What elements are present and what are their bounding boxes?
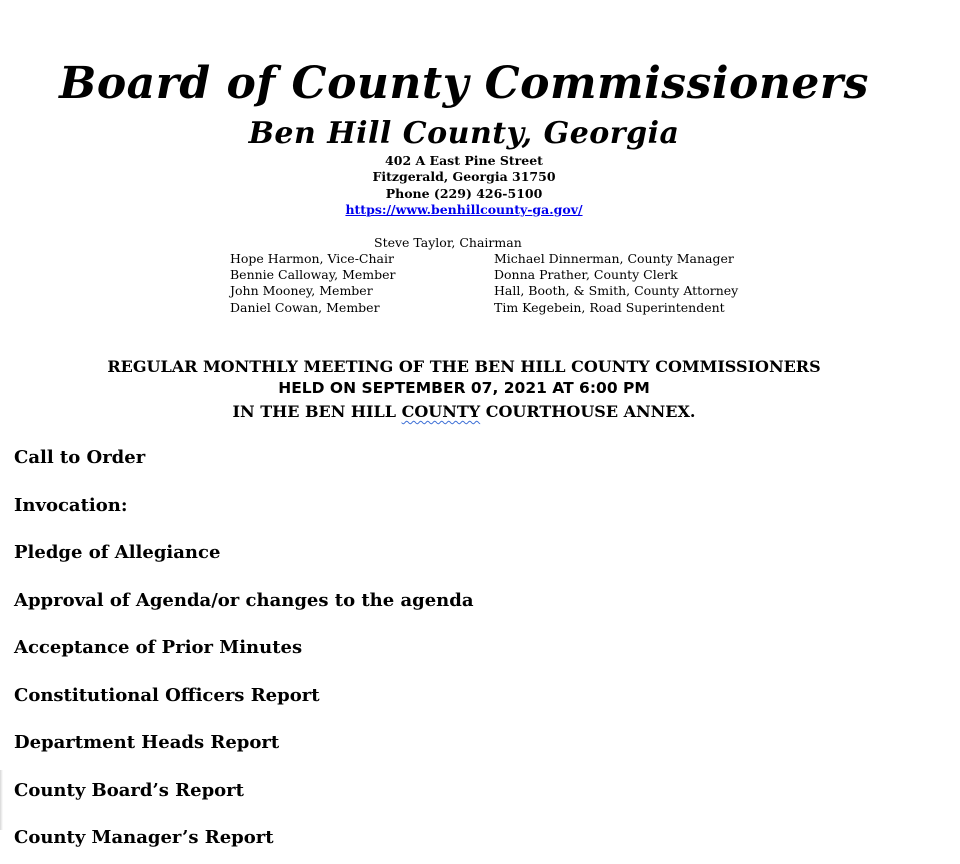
- page-edge-shadow: [0, 770, 3, 830]
- commissioner-member-2: John Mooney, Member: [230, 283, 373, 298]
- agenda-item-pledge: Pledge of Allegiance: [14, 542, 221, 563]
- staff-county-clerk: Donna Prather, County Clerk: [494, 267, 678, 282]
- website-link-row: [0, 202, 928, 217]
- chairman-name: Steve Taylor, Chairman: [374, 235, 522, 250]
- agenda-item-prior-minutes: Acceptance of Prior Minutes: [14, 637, 303, 658]
- meeting-heading-line-2: HELD ON SEPTEMBER 07, 2021 AT 6:00 PM: [278, 379, 650, 397]
- meeting-heading-line-1: REGULAR MONTHLY MEETING OF THE BEN HILL COUNTY COMMISSIONERS: [107, 357, 821, 376]
- commissioner-member-1: Bennie Calloway, Member: [230, 267, 396, 282]
- staff-county-manager: Michael Dinnerman, County Manager: [494, 251, 734, 266]
- city-state-zip: Fitzgerald, Georgia 31750: [372, 169, 556, 184]
- staff-road-superintendent: Tim Kegebein, Road Superintendent: [494, 300, 725, 315]
- street-address: 402 A East Pine Street: [385, 153, 543, 168]
- agenda-item-invocation: Invocation:: [14, 495, 128, 516]
- agenda-item-department-heads: Department Heads Report: [14, 732, 280, 753]
- meeting-location-prefix: IN THE BEN HILL: [232, 402, 402, 421]
- board-title: Board of County Commissioners: [59, 58, 869, 109]
- agenda-item-constitutional-officers: Constitutional Officers Report: [14, 685, 320, 706]
- county-subtitle: Ben Hill County, Georgia: [248, 116, 680, 151]
- staff-county-attorney: Hall, Booth, & Smith, County Attorney: [494, 283, 739, 298]
- meeting-location-suffix: COURTHOUSE ANNEX.: [480, 402, 696, 421]
- agenda-item-call-to-order: Call to Order: [14, 447, 146, 468]
- agenda-item-county-manager: County Manager’s Report: [14, 827, 274, 848]
- website-link[interactable]: https://www.benhillcounty-ga.gov/: [345, 202, 583, 217]
- commissioner-vice-chair: Hope Harmon, Vice-Chair: [230, 251, 394, 266]
- meeting-heading-line-3: [0, 402, 928, 421]
- phone-number: Phone (229) 426-5100: [385, 186, 543, 201]
- agenda-item-county-board: County Board’s Report: [14, 780, 244, 801]
- agenda-item-approval-of-agenda: Approval of Agenda/or changes to the agenda: [14, 590, 474, 611]
- commissioner-member-3: Daniel Cowan, Member: [230, 300, 380, 315]
- spellcheck-flagged-word[interactable]: COUNTY: [401, 402, 481, 421]
